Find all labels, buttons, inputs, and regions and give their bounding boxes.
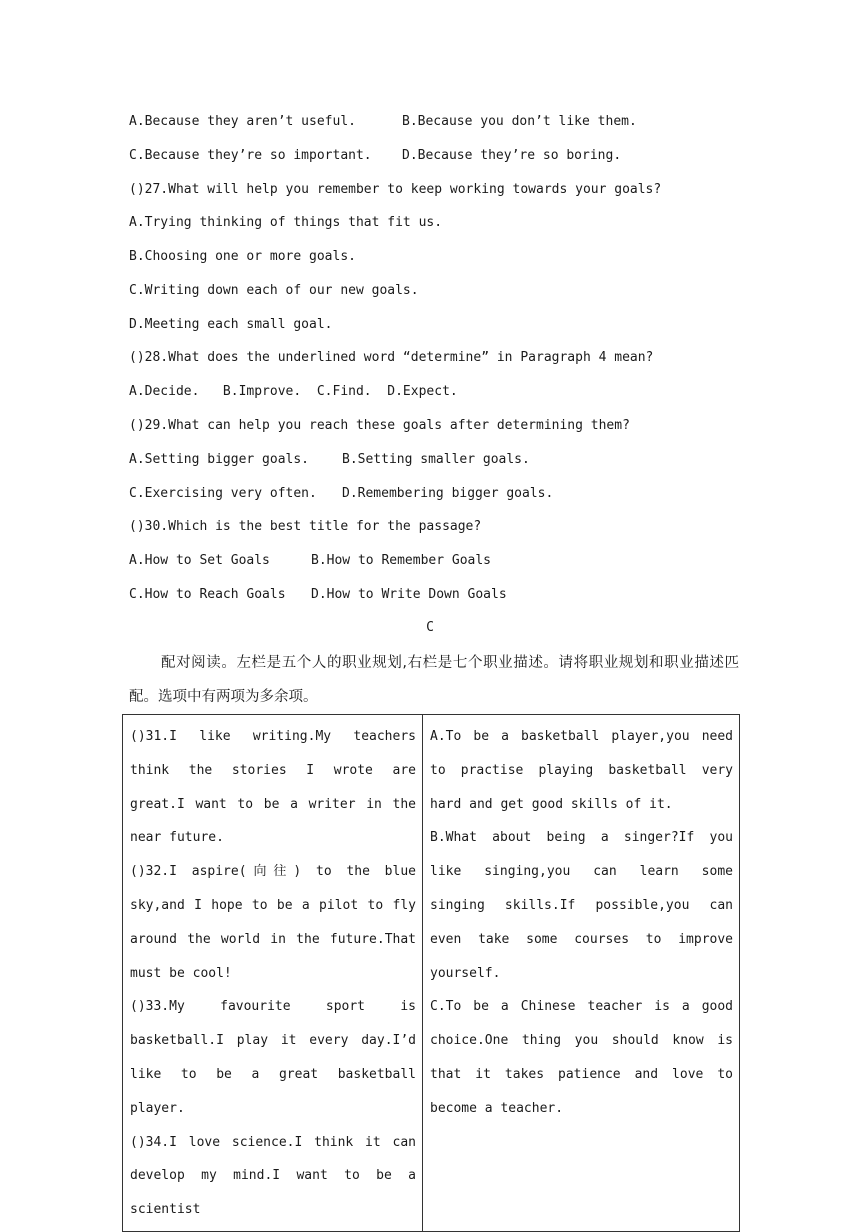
section-heading: C — [426, 620, 434, 635]
q27-stem: ()27.What will help you remember to keep working towards your goals? — [129, 182, 662, 197]
matching-table — [122, 714, 740, 1232]
career-plan-31: ()31.I like writing.My teachers think the stories I wrote are great.I want to be a writer in the near future. — [130, 729, 416, 846]
career-description-b: B.What about being a singer?If you like singing,you can learn some singing skills.If possible,you can even take some courses to improve yourself. — [430, 830, 733, 981]
q27-option-d: D.Meeting each small goal. — [129, 317, 333, 332]
career-plan-33: ()33.My favourite sport is basketball.I play it every day.I’d like to be a great basketball player. — [130, 999, 416, 1116]
q28-options: A.Decide. B.Improve. C.Find. D.Expect. — [129, 384, 458, 399]
q28-stem: ()28.What does the underlined word “determine” in Paragraph 4 mean? — [129, 350, 654, 365]
q26-option-a: A.Because they aren’t useful. — [129, 114, 356, 129]
q29-option-a: A.Setting bigger goals. — [129, 452, 310, 467]
career-description-a: A.To be a basketball player,you need to practise playing basketball very hard and get good skills of it. — [430, 729, 733, 812]
q27-option-a: A.Trying thinking of things that fit us. — [129, 215, 443, 230]
q30-option-c: C.How to Reach Goals — [129, 587, 286, 602]
q30-option-d: D.How to Write Down Goals — [311, 587, 507, 602]
q26-option-c: C.Because they’re so important. — [129, 148, 372, 163]
q26-option-b: B.Because you don’t like them. — [402, 114, 637, 129]
q30-stem: ()30.Which is the best title for the passage? — [129, 519, 482, 534]
q27-option-c: C.Writing down each of our new goals. — [129, 283, 419, 298]
q30-option-a: A.How to Set Goals — [129, 553, 270, 568]
q29-option-d: D.Remembering bigger goals. — [342, 486, 554, 501]
q26-option-d: D.Because they’re so boring. — [402, 148, 622, 163]
table-row — [123, 715, 740, 1232]
career-description-c: C.To be a Chinese teacher is a good choice.One thing you should know is that it takes patience and love to become a teacher. — [430, 999, 733, 1116]
career-plans-column — [123, 715, 423, 1232]
career-plan-34: ()34.I love science.I think it can develop my mind.I want to be a scientist — [130, 1134, 416, 1218]
q30-option-b: B.How to Remember Goals — [311, 553, 492, 568]
q29-stem: ()29.What can help you reach these goals after determining them? — [129, 418, 630, 433]
section-instructions: 配对阅读。左栏是五个人的职业规划,右栏是七个职业描述。请将职业规划和职业描述匹配。选项中有两项为多余项。 — [129, 655, 739, 705]
q27-option-b: B.Choosing one or more goals. — [129, 249, 356, 264]
career-descriptions-column — [423, 715, 740, 1232]
q29-option-b: B.Setting smaller goals. — [342, 452, 530, 467]
career-plan-32: ()32.I aspire(向往) to the blue sky,and I hope to be a pilot to fly around the world in the future.That must be cool! — [130, 864, 416, 981]
q29-option-c: C.Exercising very often. — [129, 486, 317, 501]
